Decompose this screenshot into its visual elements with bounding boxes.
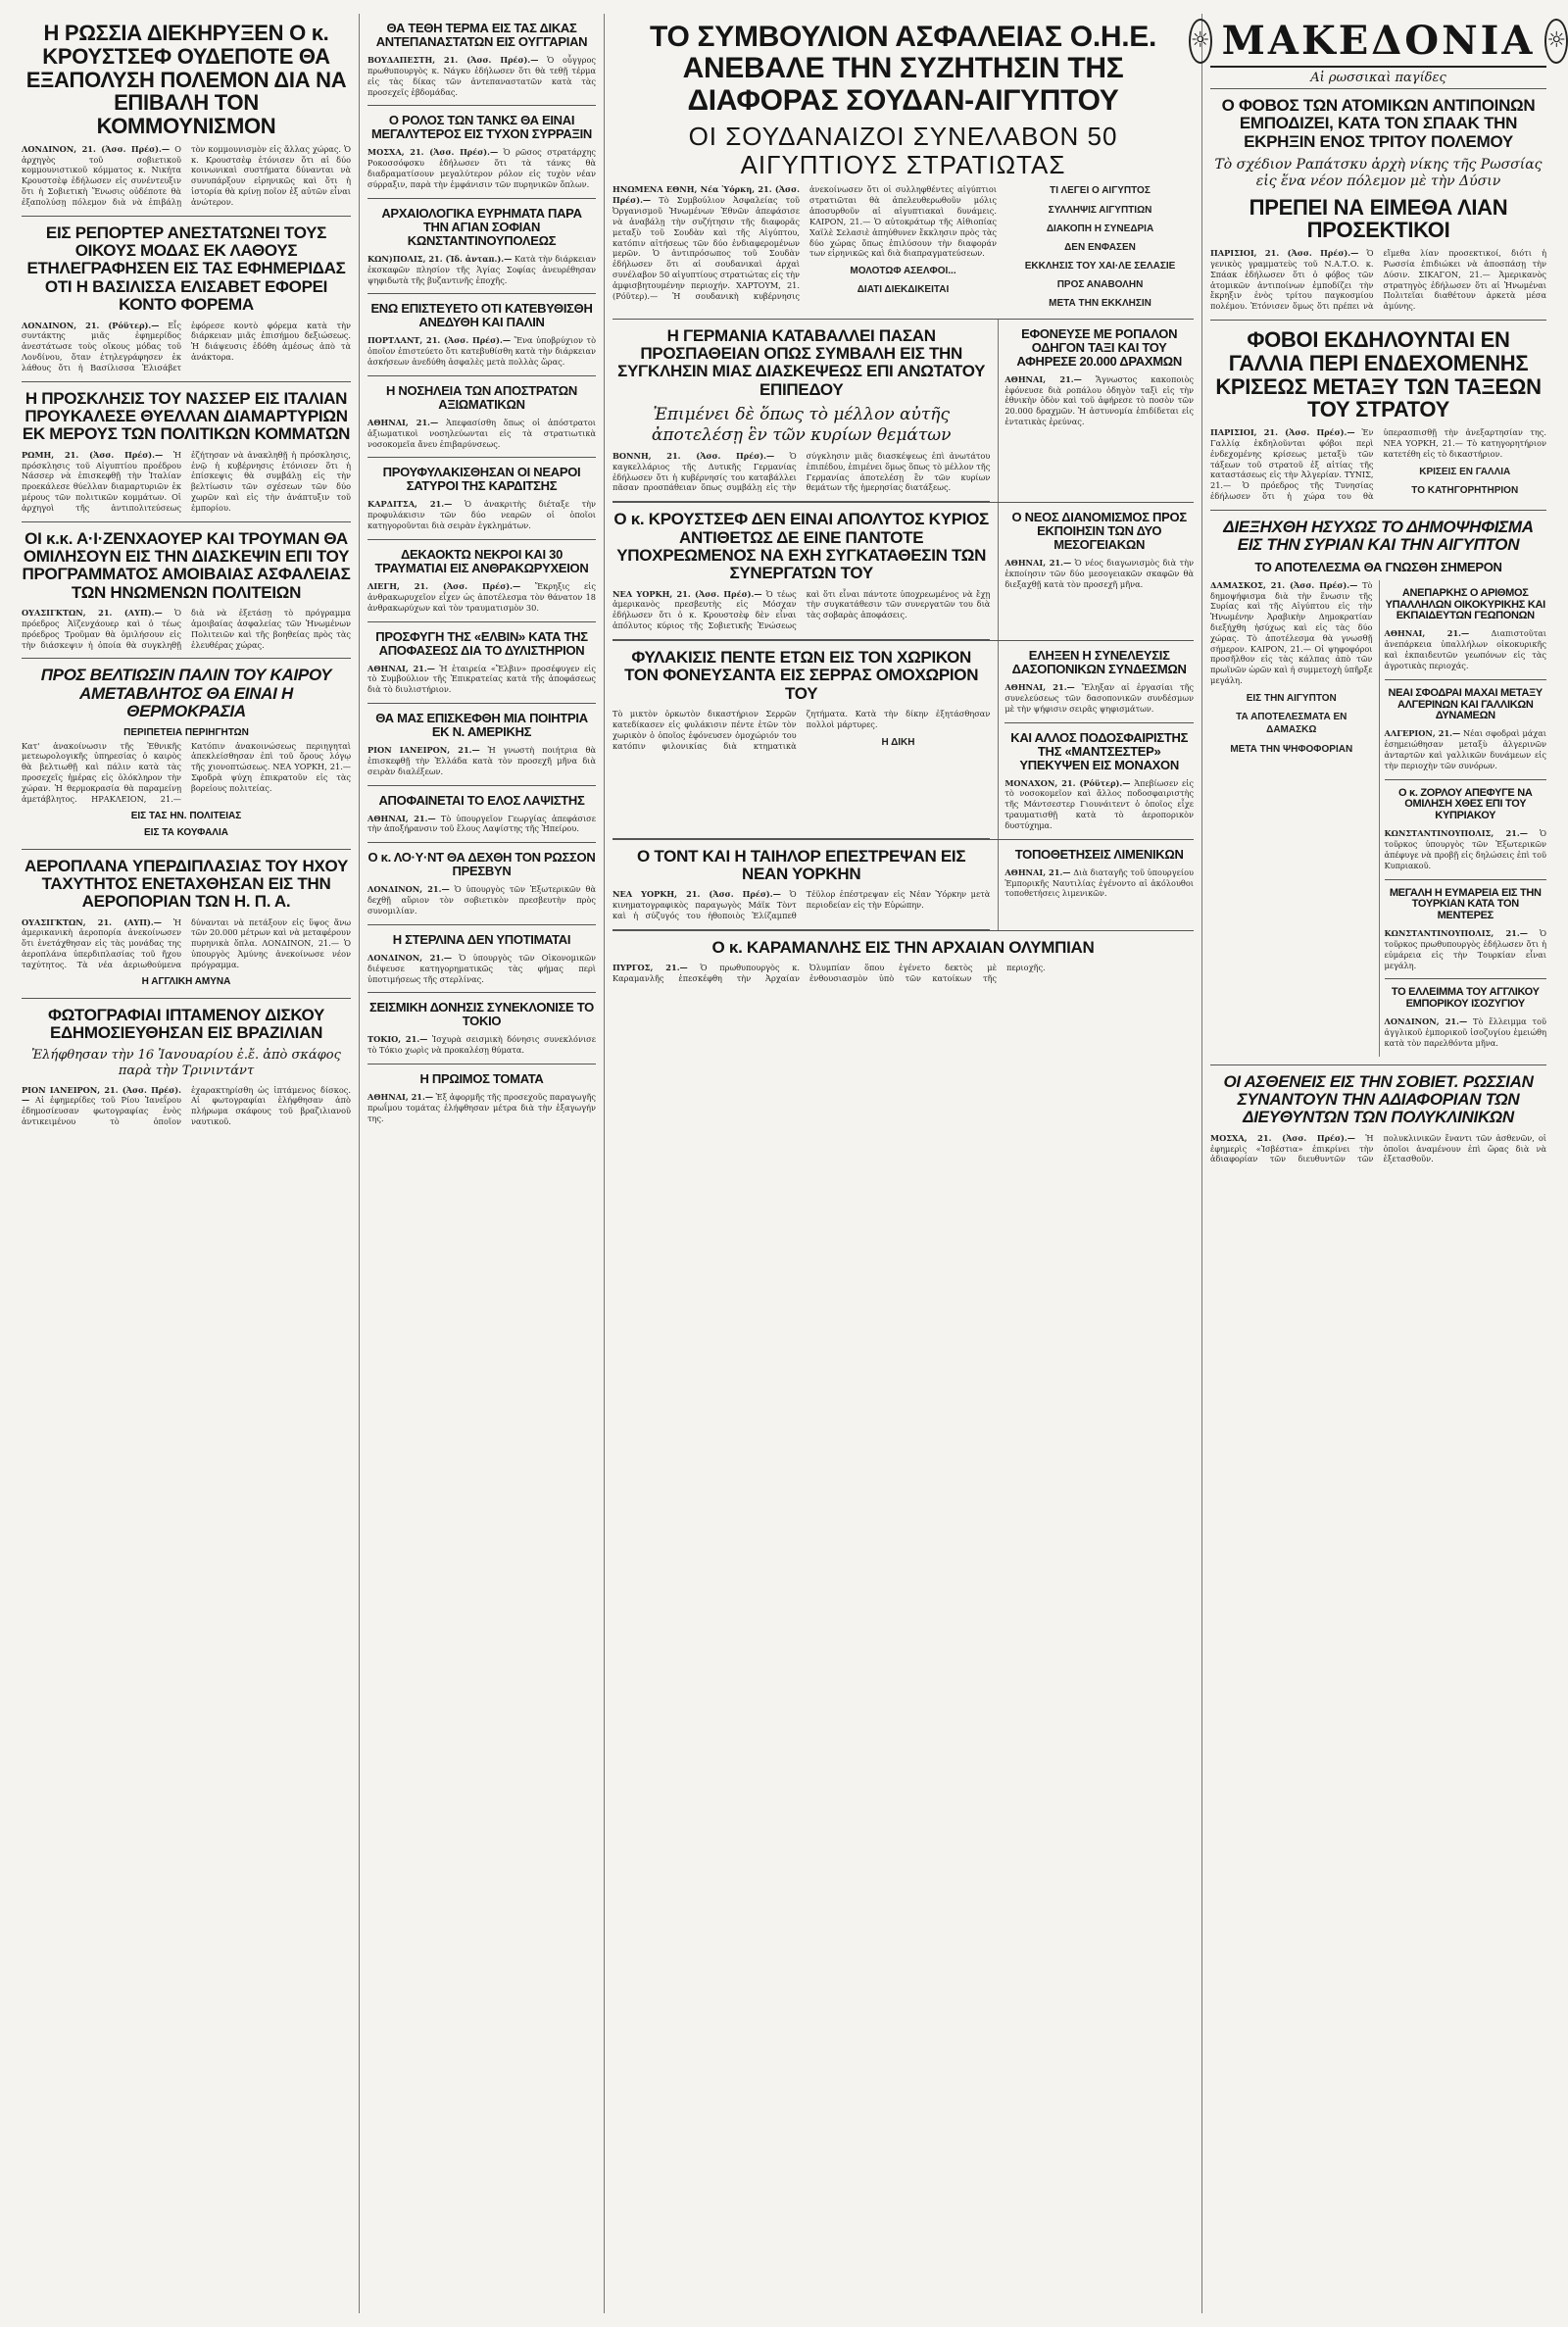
headline: Η ΝΟΣΗΛΕΙΑ ΤΩΝ ΑΠΟΣΤΡΑΤΩΝ ΑΞΙΩΜΑΤΙΚΩΝ xyxy=(386,382,577,412)
article-body: ΑΘΗΝΑΙ, 21.— Τὸ ὑπουργεῖον Γεωργίας ἀπεφάσισε τὴν ἀποξήρανσιν τοῦ ἕλους Λαψίστης τῆς Ἠπείρου. xyxy=(368,813,596,834)
headline: ΜΕΓΑΛΗ Η ΕΥΜΑΡΕΙΑ ΕΙΣ ΤΗΝ ΤΟΥΡΚΙΑΝ ΚΑΤΑ ΤΟΝ ΜΕΝΤΕΡΕΣ xyxy=(1389,886,1542,922)
row-todd xyxy=(612,840,1194,931)
article-body: ΡΙΟΝ ΙΑΝΕΙΡΟΝ, 21. (Ἀσσ. Πρέσ).— Αἱ ἐφημερίδες τοῦ Ρίου Ἰανεΐρου ἐδημοσίευσαν φωτογραφίας ἑνὸς ἀντικειμένου τὸ ὁποῖον ἐχαρακτηρίσθη ὡς ἱπτάμενος δίσκος. Αἱ φωτογραφίαι ἐλήφθησαν ἀπὸ πλήρωμα σκάφους τοῦ βραζιλιανοῦ ναυτικοῦ. xyxy=(22,1084,351,1127)
article-taxi-murder xyxy=(998,320,1194,503)
article-todd-taylor xyxy=(612,840,990,930)
seal-icon: ☼ xyxy=(1544,19,1568,64)
headline: Ο κ. ΖΟΡΛΟΥ ΑΠΕΦΥΓΕ ΝΑ ΟΜΙΛΗΣΗ ΧΘΕΣ ΕΠΙ ΤΟΥ ΚΥΠΡΙΑΚΟΥ xyxy=(1397,786,1533,822)
article-body: ΤΟΚΙΟ, 21.— Ἰσχυρὰ σεισμικὴ δόνησις συνεκλόνισε τὸ Τόκιο χωρὶς νὰ προκαλέσῃ θύματα. xyxy=(368,1034,597,1056)
article-menderes xyxy=(1385,880,1547,980)
subheadline: Ἐπιμένει δὲ ὅπως τὸ μέλλον αὐτῆς ἀποτελέσῃ ἓν τῶν κυρίων θεμάτων xyxy=(651,405,952,445)
section-kicker: ΜΕΤΑ ΤΗΝ ΨΗΦΟΦΟΡΙΑΝ xyxy=(1230,743,1353,755)
row-serres xyxy=(612,641,1194,840)
section-kicker: ΠΡΟΣ ΑΝΑΒΟΛΗΝ xyxy=(1056,279,1144,291)
section-kicker: ΚΡΙΣΕΙΣ ΕΝ ΓΑΛΛΙΑ xyxy=(1419,466,1511,477)
headline-secondary: ΠΡΕΠΕΙ ΝΑ ΕΙΜΕΘΑ ΛΙΑΝ ΠΡΟΣΕΚΤΙΚΟΙ xyxy=(1249,194,1508,243)
article-poet xyxy=(368,704,596,786)
article-soviet-clinics xyxy=(1210,1065,1546,1173)
article-spaak xyxy=(1210,89,1546,321)
row-khrushchev xyxy=(612,503,1194,641)
article-forestry xyxy=(1004,641,1194,723)
headline: ΘΑ ΤΕΘΗ ΤΕΡΜΑ ΕΙΣ ΤΑΣ ΔΙΚΑΣ ΑΝΤΕΠΑΝΑΣΤΑΤΩΝ ΕΙΣ ΟΥΓΓΑΡΙΑΝ xyxy=(375,21,588,50)
article-germany xyxy=(612,320,990,503)
subheadline: ΟΙ ΣΟΥΔΑΝΑΙΖΟΙ ΣΥΝΕΛΑΒΟΝ 50 ΑΙΓΥΠΤΙΟΥΣ ΣΤΡΑΤΙΩΤΑΣ xyxy=(688,122,1118,179)
article-body: ΛΟΝΔΙΝΟΝ, 21.— Τὸ ἔλλειμμα τοῦ ἀγγλικοῦ ἐμπορικοῦ ἰσοζυγίου ἐμειώθη κατὰ τὸν παρελθόντα μῆνα. xyxy=(1384,1016,1546,1048)
headline: ΝΕΑΙ ΣΦΟΔΡΑΙ ΜΑΧΑΙ ΜΕΤΑΞΥ ΑΛΓΕΡΙΝΩΝ ΚΑΙ ΓΑΛΛΙΚΩΝ ΔΥΝΑΜΕΩΝ xyxy=(1388,686,1543,722)
article-france-army xyxy=(1210,321,1546,511)
headline: Η ΠΡΩΙΜΟΣ ΤΟΜΑΤΑ xyxy=(419,1071,544,1087)
article-body: ΝΕΑ ΥΟΡΚΗ, 21. (Ἀσσ. Πρέσ).— Ὁ κινηματογραφικὸς παραγωγὸς Μάϊκ Τὸντ καὶ ἡ σύζυγός του ἠθοποιὸς Ἐλίζαμπεθ Τέϋλορ ἐπέστρεψαν εἰς Νέαν Ὑόρκην μετὰ περιοδείαν εἰς τὴν Εὐρώπην. xyxy=(612,889,991,921)
section-kicker: Η ΔΙΚΗ xyxy=(881,736,915,748)
headline: Ο κ. ΚΑΡΑΜΑΝΛΗΣ ΕΙΣ ΤΗΝ ΑΡΧΑΙΑΝ ΟΛΥΜΠΙΑΝ xyxy=(711,937,1095,957)
headline: ΕΦΟΝΕΥΣΕ ΜΕ ΡΟΠΑΛΟΝ ΟΔΗΓΟΝ ΤΑΞΙ ΚΑΙ ΤΟΥ ΑΦΗΡΕΣΕ 20.000 ΔΡΑΧΜΩΝ xyxy=(1016,325,1182,369)
headline: ΑΡΧΑΙΟΛΟΓΙΚΑ ΕΥΡΗΜΑΤΑ ΠΑΡΑ ΤΗΝ ΑΓΙΑΝ ΣΟΦΙΑΝ ΚΩΝΣΤΑΝΤΙΝΟΥΠΟΛΕΩΣ xyxy=(381,205,582,248)
article-referendum xyxy=(1210,511,1546,1065)
article-body: ΒΟΝΝΗ, 21. (Ἀσσ. Πρέσ).— Ὁ καγκελλάριος τῆς Δυτικῆς Γερμανίας ἐδήλωσεν ὅτι ἡ κυβέρνησίς του καταβάλλει πᾶσαν προσπάθειαν ὅπως συμβάλῃ εἰς τὴν σύγκλησιν μιᾶς διασκέψεως ἐπὶ ἀνωτάτου ἐπιπέδου, ἐπιμένει ὅμως ὅπως τὸ μέλλον τῆς Γερμανίας ἀποτελέσῃ ἓν τῶν κυρίων θεμάτων τῆς ἡμερησίας διατάξεως. xyxy=(612,450,991,493)
column-2 xyxy=(359,14,604,2313)
section-kicker: ΜΟΛΟΤΩΦ ΑΣΕΛΦΟΙ... xyxy=(850,266,956,277)
section-kicker: ΔΙΑΚΟΠΗ Η ΣΥΝΕΔΡΙΑ xyxy=(1046,223,1154,234)
headline: ΑΠΟΦΑΙΝΕΤΑΙ ΤΟ ΕΛΟΣ ΛΑΨΙΣΤΗΣ xyxy=(378,792,585,808)
article-serres xyxy=(612,641,990,839)
headline: ΤΟ ΣΥΜΒΟΥΛΙΟΝ ΑΣΦΑΛΕΙΑΣ Ο.Η.Ε. ΑΝΕΒΑΛΕ ΤΗΝ ΣΥΖΗΤΗΣΙΝ ΤΗΣ ΔΙΑΦΟΡΑΣ ΣΟΥΔΑΝ-ΑΙΓΥΠΤΟΥ xyxy=(650,21,1156,117)
headline: ΣΕΙΣΜΙΚΗ ΔΟΝΗΣΙΣ ΣΥΝΕΚΛΟΝΙΣΕ ΤΟ ΤΟΚΙΟ xyxy=(369,1000,594,1029)
article-elvin xyxy=(368,622,596,705)
section-kicker: ΤΑ ΑΠΟΤΕΛΕΣΜΑΤΑ ΕΝ ΔΑΜΑΣΚΩ xyxy=(1236,712,1348,736)
article-body: ΛΟΝΔΙΝΟΝ, 21.— Ὁ ὑπουργὸς τῶν Ἐξωτερικῶν θὰ δεχθῇ αὔριον τὸν σοβιετικὸν πρεσβευτὴν πρὸς συνομιλίαν. xyxy=(368,884,596,916)
article-zorlu xyxy=(1385,780,1547,880)
article-tokyo-quake xyxy=(368,993,596,1064)
article-body: ΠΥΡΓΟΣ, 21.— Ὁ πρωθυπουργὸς κ. Καραμανλῆς ἐπεσκέφθη τὴν Ἀρχαίαν Ὀλυμπίαν ὅπου ἐγένετο δεκτὸς μὲ ἐνθουσιασμὸν ὑπὸ τῶν κατοίκων τῆς περιοχῆς. xyxy=(612,963,1046,984)
seal-icon: ☼ xyxy=(1189,19,1212,64)
section-kicker: ΤΟ ΚΑΤΗΓΟΡΗΤΗΡΙΟΝ xyxy=(1411,484,1519,496)
article-mine-explosion xyxy=(368,540,596,622)
column-1 xyxy=(14,14,359,2313)
headline: ΕΝΩ ΕΠΙΣΤΕΥΕΤΟ ΟΤΙ ΚΑΤΕΒΥΘΙΣΘΗ ΑΝΕΔΥΘΗ ΚΑΙ ΠΑΛΙΝ xyxy=(370,301,593,330)
article-body: ΝΕΑ ΥΟΡΚΗ, 21. (Ἀσσ. Πρέσ).— Ὁ τέως ἀμερικανὸς πρεσβευτὴς εἰς Μόσχαν ἐδήλωσεν ὅτι ὁ κ. Κρουστσὲφ δὲν εἶναι ἀπόλυτος κύριος τῆς Σοβιετικῆς Ἑνώσεως καὶ ὅτι εἶναι πάντοτε ὑποχρεωμένος νὰ ἔχῃ τὴν συγκατάθεσιν τῶν συνεργατῶν του διὰ τὰς σοβαρὰς ἀποφάσεις. xyxy=(612,588,991,631)
headline: ΑΝΕΠΑΡΚΗΣ Ο ΑΡΙΘΜΟΣ ΥΠΑΛΛΗΛΩΝ ΟΙΚΟΚΥΡΙΚΗΣ ΚΑΙ ΕΚΠΑΙΔΕΥΤΩΝ ΓΕΩΠΟΝΩΝ xyxy=(1385,586,1545,622)
article-body: ΟΥΑΣΙΓΚΤΩΝ, 21. (ΑΥΠ).— Ὁ πρόεδρος Ἀϊζενχάουερ καὶ ὁ τέως πρόεδρος Τροῦμαν θὰ ὁμιλήσουν εἰς τὴν διάσκεψιν ἡ ὁποία θὰ συγκληθῇ διὰ νὰ ἐξετάσῃ τὸ πρόγραμμα ἀμοιβαίας ἀσφαλείας τῶν Ἡνωμένων Πολιτειῶν καὶ τῆς βοηθείας πρὸς τὰς ἐλευθέρας χώρας. xyxy=(22,608,351,650)
article-body: ΠΑΡΙΣΙΟΙ, 21. (Ἀσσ. Πρέσ).— Ἐν Γαλλίᾳ ἐκδηλοῦνται φόβοι περὶ ἐνδεχομένης κρίσεως μεταξὺ τῶν τάξεων τοῦ στρατοῦ ἐξ αἰτίας τῆς καταστάσεως εἰς τὴν Ἀλγερίαν. ΤΥΝΙΣ, 21.— Ὁ πρόεδρος τῆς Τυνησίας ἐδήλωσεν ὅτι ἡ χώρα του θὰ ὑπερασπισθῇ τὴν ἀνεξαρτησίαν της. ΝΕΑ ΥΟΡΚΗ, 21.— Τὸ κατηγορητήριον κατετέθη εἰς τὸ δικαστήριον. ΚΡΙΣΕΙΣ ΕΝ ΓΑΛΛΙΑ ΤΟ ΚΑΤΗΓΟΡΗΤΗΡΙΟΝ xyxy=(1210,427,1546,502)
article-karamanlis xyxy=(612,931,1194,992)
article-eisenhower-truman xyxy=(22,522,351,660)
article-reporter-fashion xyxy=(22,217,351,382)
article-supersonic-planes xyxy=(22,850,351,999)
headline: ΠΡΟΣ ΒΕΛΤΙΩΣΙΝ ΠΑΛΙΝ ΤΟΥ ΚΑΙΡΟΥ ΑΜΕΤΑΒΛΗΤΟΣ ΘΑ ΕΙΝΑΙ Η ΘΕΡΜΟΚΡΑΣΙΑ xyxy=(40,666,332,721)
headline: Ο ΝΕΟΣ ΔΙΑΝΟΜΙΣΜΟΣ ΠΡΟΣ ΕΚΠΟΙΗΣΙΝ ΤΩΝ ΔΥΟ ΜΕΣΟΓΕΙΑΚΩΝ xyxy=(1011,510,1187,553)
article-tender xyxy=(998,503,1194,640)
article-body: Τὸ μικτὸν ὁρκωτὸν δικαστήριον Σερρῶν κατεδίκασεν εἰς φυλάκισιν πέντε ἐτῶν τὸν χωρικὸν ὁ ὁποῖος ἐφόνευσεν ὁμοχώριόν του κατόπιν φιλονικίας διὰ κτηματικὰ ζητήματα. Κατὰ τὴν δίκην ἐξητάσθησαν πολλοὶ μάρτυρες. Η ΔΙΚΗ xyxy=(612,709,991,751)
article-body: ΡΩΜΗ, 21. (Ἀσσ. Πρέσ).— Ἡ πρόσκλησις τοῦ Αἰγυπτίου προέδρου Νάσσερ νὰ ἐπισκεφθῇ τὴν Ἰταλίαν προεκάλεσε θύελλαν διαμαρτυριῶν ἐκ μέρους τῶν πολιτικῶν κομμάτων. Οἱ ἀρχηγοὶ τῆς ἀντιπολιτεύσεως ἐζήτησαν νὰ ἀνακληθῇ ἡ πρόσκλησις, ἐνῷ ἡ κυβέρνησις ἐτόνισεν ὅτι ἡ ἐπίσκεψις θὰ συμβάλῃ εἰς τὴν βελτίωσιν τῶν σχέσεων τῶν δύο χωρῶν καὶ εἰς τὴν ἀνάπτυξιν τοῦ ἐμπορίου. xyxy=(22,449,351,513)
article-body: ΡΙΟΝ ΙΑΝΕΙΡΟΝ, 21.— Ἡ γνωστὴ ποιήτρια θὰ ἐπισκεφθῇ τὴν Ἑλλάδα κατὰ τὸν προσεχῆ μῆνα διὰ σειρὰν διαλέξεων. xyxy=(368,745,596,776)
article-body: ΚΩΝΣΤΑΝΤΙΝΟΥΠΟΛΙΣ, 21.— Ὁ τοῦρκος ὑπουργὸς τῶν Ἐξωτερικῶν ἀπέφυγε νὰ προβῇ εἰς δηλώσεις ἐπὶ τοῦ Κυπριακοῦ. xyxy=(1384,828,1546,870)
article-body: ΑΛΓΕΡΙΟΝ, 21.— Νέαι σφοδραὶ μάχαι ἐσημειώθησαν μεταξὺ ἀλγερινῶν ἀνταρτῶν καὶ γαλλικῶν δυνάμεων εἰς τὴν περιοχὴν τῶν συνόρων. xyxy=(1384,728,1546,770)
row-germany xyxy=(612,320,1194,504)
article-body: ΑΘΗΝΑΙ, 21.— Ὁ νέος διαγωνισμὸς διὰ τὴν ἐκποίησιν τῶν δύο μεσογειακῶν σκαφῶν θὰ διεξαχθῇ κατὰ τὸν προσεχῆ μῆνα. xyxy=(1004,558,1194,589)
article-algeria xyxy=(1385,680,1547,780)
article-body: ΑΘΗΝΑΙ, 21.— Διὰ διαταγῆς τοῦ ὑπουργείου Ἐμπορικῆς Ναυτιλίας ἐγένοντο αἱ ἀκόλουθοι τοποθετήσεις λιμενικῶν. xyxy=(1004,866,1194,899)
article-body: ΠΟΡΤΛΑΝΤ, 21. (Ἀσσ. Πρέσ).— Ἕνα ὑποβρύχιον τὸ ὁποῖον ἐπιστεύετο ὅτι κατεβυθίσθη κατὰ τὴν διάρκειαν ἀσκήσεων ἀνεδύθη ἀσφαλὲς μετὰ πολλὰς ὥρας. xyxy=(368,335,596,368)
article-tomato xyxy=(368,1064,596,1132)
column-4 xyxy=(1190,14,1567,2313)
section-kicker: ΔΕΝ ΕΝΦΑΣΕΝ xyxy=(1064,241,1136,253)
article-hungary-trials xyxy=(368,14,596,106)
headline: Ο ΦΟΒΟΣ ΤΩΝ ΑΤΟΜΙΚΩΝ ΑΝΤΙΠΟΙΝΩΝ ΕΜΠΟΔΙΖΕΙ, ΚΑΤΑ ΤΟΝ ΣΠΑΑΚ ΤΗΝ ΕΚΡΗΞΙΝ ΕΝΟΣ ΤΡΙΤΟΥ ΠΟΛΕΜΟΥ xyxy=(1221,96,1536,151)
article-body: ΑΘΗΝΑΙ, 21.— Διαπιστοῦται ἀνεπάρκεια ὑπαλλήλων οἰκοκυρικῆς καὶ ἐκπαιδευτῶν γεωπόνων εἰς τὰς ἀγροτικὰς περιοχάς. xyxy=(1384,628,1546,670)
article-body: ΚΩΝΣΤΑΝΤΙΝΟΥΠΟΛΙΣ, 21.— Ὁ τοῦρκος πρωθυπουργὸς ἐδήλωσεν ὅτι ἡ εὐμάρεια εἰς τὴν Τουρκίαν εἶναι μεγάλη. xyxy=(1384,928,1546,970)
headline: Ο ΤΟΝΤ ΚΑΙ Η ΤΑΙΗΛΟΡ ΕΠΕΣΤΡΕΨΑΝ ΕΙΣ ΝΕΑΝ ΥΟΡΚΗΝ xyxy=(637,846,966,884)
article-khrushchev-not-master xyxy=(612,503,990,640)
article-body: ΑΘΗΝΑΙ, 21.— Ἀπεφασίσθη ὅπως οἱ ἀπόστρατοι ἀξιωματικοὶ νοσηλεύωνται εἰς τὰ στρατιωτικὰ νοσοκομεῖα ἄνευ ἐπιβαρύνσεως. xyxy=(368,417,596,449)
article-body: ΛΙΕΓΗ, 21. (Ἀσσ. Πρέσ).— Ἔκρηξις εἰς ἀνθρακωρυχεῖον εἶχεν ὡς ἀποτέλεσμα τὸν θάνατον 18 ἀνθρακωρύχων καὶ τὸν τραυματισμὸν 30. xyxy=(368,581,596,613)
article-flying-saucer xyxy=(22,999,351,1135)
masthead-title: ΜΑΚΕΔΟΝΙΑ xyxy=(1221,18,1536,64)
article-body: ΛΟΝΔΙΝΟΝ, 21. (Ρόϋτερ).— Εἷς συντάκτης μιᾶς ἐφημερίδος ἀνεστάτωσε τοὺς οἴκους μόδας τοῦ Λονδίνου, ὅταν ἐτηλεγράφησεν ἐκ λάθους ὅτι ἡ Βασίλισσα Ἐλισάβετ ἐφόρεσε κοντὸ φόρεμα κατὰ τὴν διάρκειαν μιᾶς ἐπισήμου δεξιώσεως. Ἡ διάψευσις ἐδόθη ἀμέσως ἀπὸ τὰ ἀνάκτορα. xyxy=(22,320,351,372)
article-body: ΟΥΑΣΙΓΚΤΩΝ, 21. (ΑΥΠ).— Ἡ ἀμερικανικὴ ἀεροπορία ἀνεκοίνωσεν ὅτι ἐνετάχθησαν εἰς τὰς μονάδας της ἀεροπλάνα ὑπερδιπλασίας τοῦ ἤχου ταχύτητος. Τὰ νέα ἀεριωθούμενα δύνανται νὰ πετάξουν εἰς ὕψος ἄνω τῶν 20.000 μέτρων καὶ νὰ μεταφέρουν πυρηνικὰ ὅπλα. ΛΟΝΔΙΝΟΝ, 21.— Ὁ ὑπουργὸς Ἀμύνης ἀνεκοίνωσε νέον πρόγραμμα. xyxy=(22,916,351,969)
section-kicker: ΕΚΚΛΗΣΙΣ ΤΟΥ ΧΑΙ·ΛΕ ΣΕΛΑΣΙΕ xyxy=(1024,261,1176,272)
headline: ΕΛΗΞΕΝ Η ΣΥΝΕΛΕΥΣΙΣ ΔΑΣΟΠΟΝΙΚΩΝ ΣΥΝΔΕΣΜΩΝ xyxy=(1011,647,1187,676)
headline: ΚΑΙ ΑΛΛΟΣ ΠΟΔΟΣΦΑΙΡΙΣΤΗΣ ΤΗΣ «ΜΑΝΤΣΕΣΤΕΡ» ΥΠΕΚΥΨΕΝ ΕΙΣ ΜΟΝΑΧΟΝ xyxy=(1010,729,1189,772)
section-kicker: ΕΙΣ ΤΑ ΚΟΥΦΑΛΙΑ xyxy=(144,826,228,838)
headline: ΔΕΚΑΟΚΤΩ ΝΕΚΡΟΙ ΚΑΙ 30 ΤΡΑΥΜΑΤΙΑΙ ΕΙΣ ΑΝΘΡΑΚΩΡΥΧΕΙΟΝ xyxy=(374,546,589,575)
article-karditsa xyxy=(368,458,596,540)
column-3 xyxy=(604,14,1201,2313)
side-stack xyxy=(1379,580,1547,1057)
section-kicker: ΣΥΛΛΗΨΙΣ ΑΙΓΥΠΤΙΩΝ xyxy=(1048,204,1152,216)
headline: Ο κ. ΚΡΟΥΣΤΣΕΦ ΔΕΝ ΕΙΝΑΙ ΑΠΟΛΥΤΟΣ ΚΥΡΙΟΣ ΑΝΤΙΘΕΤΩΣ ΔΕ ΕΙΝΕ ΠΑΝΤΟΤΕ ΥΠΟΧΡΕΩΜΕΝΟΣ ΝΑ ΕΧΗ ΣΥΓΚΑΤΑΘΕΣΙΝ ΤΩΝ ΣΥΝΕΡΓΑΤΩΝ ΤΟΥ xyxy=(613,510,989,583)
article-body: ΜΟΣΧΑ, 21. (Ἀσσ. Πρέσ).— Ἡ ἐφημερὶς «Ἰσβέστια» ἐπικρίνει τὴν ἀδιαφορίαν τῶν διευθυντῶν τῶν πολυκλινικῶν ἔναντι τῶν ἀσθενῶν, οἱ ὁποῖοι ἀναμένουν ἐπὶ ὥρας διὰ νὰ ἐξετασθοῦν. xyxy=(1210,1132,1546,1164)
subheadline: Τὸ σχέδιον Ραπάτσκυ ἀρχὴ νίκης τῆς Ρωσσίας εἰς ἕνα νέον πόλεμον μὲ τὴν Δύσιν xyxy=(1214,157,1543,189)
article-weather xyxy=(22,659,351,849)
headline: ΘΑ ΜΑΣ ΕΠΙΣΚΕΦΘΗ ΜΙΑ ΠΟΙΗΤΡΙΑ ΕΚ Ν. ΑΜΕΡΙΚΗΣ xyxy=(375,711,588,740)
article-nasser-italy xyxy=(22,382,351,522)
article-manchester xyxy=(1004,723,1194,839)
subheadline: Ἐλήφθησαν τὴν 16 Ἰανουαρίου ἐ.ἔ. ἀπὸ σκάφος παρὰ τὴν Τρινιντάντ xyxy=(31,1048,341,1079)
article-lloyd xyxy=(368,843,596,925)
headline: Ο ΡΟΛΟΣ ΤΩΝ ΤΑΝΚΣ ΘΑ ΕΙΝΑΙ ΜΕΓΑΛΥΤΕΡΟΣ ΕΙΣ ΤΥΧΟΝ ΣΥΡΡΑΞΙΝ xyxy=(371,113,592,142)
masthead xyxy=(1190,14,1567,68)
headline: ΔΙΕΞΗΧΘΗ ΗΣΥΧΩΣ ΤΟ ΔΗΜΟΨΗΦΙΣΜΑ ΕΙΣ ΤΗΝ ΣΥΡΙΑΝ ΚΑΙ ΤΗΝ ΑΙΓΥΠΤΟΝ xyxy=(1223,517,1534,555)
article-body: ΚΩΝ)ΠΟΛΙΣ, 21. (Ἰδ. ἀνταπ.).— Κατὰ τὴν διάρκειαν ἐκσκαφῶν πλησίον τῆς Ἁγίας Σοφίας ἀνευρέθησαν ψηφιδωτὰ τῆς βυζαντινῆς ἐποχῆς. xyxy=(368,253,596,285)
article-body: ΜΟΣΧΑ, 21. (Ἀσσ. Πρέσ).— Ὁ ρῶσος στρατάρχης Ροκοσσόφσκυ ἐδήλωσεν ὅτι τὰ τάνκς θὰ διαδραματίσουν μεγαλύτερον ρόλον εἰς τυχὸν νέαν σύρραξιν, παρὰ τὴν ἐμφάνισιν τῶν πυρηνικῶν ὅπλων. xyxy=(368,147,596,189)
article-body: ΜΟΝΑΧΟΝ, 21. (Ρόϋτερ).— Ἀπεβίωσεν εἰς τὸ νοσοκομεῖον καὶ ἄλλος ποδοσφαιριστὴς τῆς Μάντσεστερ Γιουνάιτεντ ὁ ὁποῖος εἶχε τραυματισθῇ κατὰ τὸ ἀεροπορικὸν δυστύχημα. xyxy=(1004,777,1194,830)
headline: ΦΥΛΑΚΙΣΙΣ ΠΕΝΤΕ ΕΤΩΝ ΕΙΣ ΤΟΝ ΧΩΡΙΚΟΝ ΤΟΝ ΦΟΝΕΥΣΑΝΤΑ ΕΙΣ ΣΕΡΡΑΣ ΟΜΟΧΩΡΙΟΝ ΤΟΥ xyxy=(624,647,979,703)
headline: ΟΙ ΑΣΘΕΝΕΙΣ ΕΙΣ ΤΗΝ ΣΟΒΙΕΤ. ΡΩΣΣΙΑΝ ΣΥΝΑΝΤΟΥΝ ΤΗΝ ΑΔΙΑΦΟΡΙΑΝ ΤΩΝ ΔΙΕΥΘΥΝΤΩΝ ΤΩΝ ΠΟΛΥΚΛΙΝΙΚΩΝ xyxy=(1223,1071,1534,1127)
article-body: ΒΟΥΔΑΠΕΣΤΗ, 21. (Ἀσσ. Πρέσ).— Ὁ οὗγγρος πρωθυπουργὸς κ. Νάγκυ ἐδήλωσεν ὅτι θὰ τεθῇ τέρμα εἰς τὰς δίκας τῶν ἀντεπαναστατῶν κατὰ τὰς προσεχεῖς ἑβδομάδας. xyxy=(368,55,596,97)
article-body: ΛΟΝΔΙΝΟΝ, 21. (Άσσ. Πρέσ).— Ο ἀρχηγὸς τοῦ σοβιετικοῦ κομμουνιστικοῦ κόμματος κ. Νικήτα Κρουστσὲφ ἐδήλωσεν εἰς συνέντευξιν ὅτι ἡ Σοβιετικὴ Ἕνωσις οὐδέποτε θὰ ἐξαπολύσῃ πόλεμον διὰ νὰ ἐπιβάλῃ τὸν κομμουνισμὸν εἰς ἄλλας χώρας. Ὁ κ. Κρουστσὲφ ἐτόνισεν ὅτι αἱ δύο κοινωνικαὶ συστήματα δύνανται νὰ συνυπάρξουν εἰρηνικῶς καὶ ὅτι ἡ ἱστορία θὰ κρίνῃ ποῖον ἐξ αὐτῶν εἶναι ἀνώτερον. xyxy=(22,143,351,207)
article-archaeology xyxy=(368,199,596,295)
headline: Η ΣΤΕΡΛΙΝΑ ΔΕΝ ΥΠΟΤΙΜΑΤΑΙ xyxy=(392,931,571,947)
headline: Ο κ. ΛΟ·Υ·ΝΤ ΘΑ ΔΕΧΘΗ ΤΟΝ ΡΩΣΣΟΝ ΠΡΕΣΒΥΝ xyxy=(368,850,596,879)
headline: ΠΡΟΣΦΥΓΗ ΤΗΣ «ΕΛΒΙΝ» ΚΑΤΑ ΤΗΣ ΑΠΟΦΑΣΕΩΣ ΔΙΑ ΤΟ ΔΥΛΙΣΤΗΡΙΟΝ xyxy=(375,628,588,658)
article-tanks xyxy=(368,106,596,198)
referendum-row xyxy=(1210,580,1546,1057)
headline: ΕΙΣ ΡΕΠΟΡΤΕΡ ΑΝΕΣΤΑΤΩΝΕΙ ΤΟΥΣ ΟΙΚΟΥΣ ΜΟΔΑΣ ΕΚ ΛΑΘΟΥΣ ΕΤΗΛΕΓΡΑΦΗΣΕΝ ΕΙΣ ΤΑΣ ΕΦΗΜΕΡΙΔΑΣ ΟΤΙ Η ΒΑΣΙΛΙΣΣΑ ΕΛΙΣΑΒΕΤ ΕΦΟΡΕΙ ΚΟΝΤΟ ΦΟΡΕΜΑ xyxy=(26,223,346,315)
article-security-council xyxy=(612,14,1194,320)
headline: Η ΡΩΣΣΙΑ ΔΙΕΚΗΡΥΞΕΝ Ο κ. ΚΡΟΥΣΤΣΕΦ ΟΥΔΕΠΟΤΕ ΘΑ ΕΞΑΠΟΛΥΣΗ ΠΟΛΕΜΟΝ ΔΙΑ ΝΑ ΕΠΙΒΑΛΗ ΤΟΝ ΚΟΜΜΟΥΝΙΣΜΟΝ xyxy=(25,21,347,138)
headline: ΤΟΠΟΘΕΤΗΣΕΙΣ ΛΙΜΕΝΙΚΩΝ xyxy=(1014,846,1184,862)
article-submarine xyxy=(368,294,596,376)
article-body: ΑΘΗΝΑΙ, 21.— Ἡ ἑταιρεία «Ἔλβιν» προσέφυγεν εἰς τὸ Συμβούλιον τῆς Ἐπικρατείας κατὰ τῆς ἀποφάσεως διὰ τὸ διυλιστήριον. xyxy=(368,663,596,695)
article-body: ΑΘΗΝΑΙ, 21.— Ἔληξαν αἱ ἐργασίαι τῆς συνελεύσεως τῶν δασοπονικῶν συνδέσμων μὲ τὴν ψήφισιν σειρᾶς ψηφισμάτων. xyxy=(1004,682,1194,714)
headline: Η ΠΡΟΣΚΛΗΣΙΣ ΤΟΥ ΝΑΣΣΕΡ ΕΙΣ ΙΤΑΛΙΑΝ ΠΡΟΥΚΑΛΕΣΕ ΘΥΕΛΛΑΝ ΔΙΑΜΑΡΤΥΡΙΩΝ ΕΚ ΜΕΡΟΥΣ ΤΩΝ ΠΟΛΙΤΙΚΩΝ ΚΟΜΜΑΤΩΝ xyxy=(22,388,351,444)
section-kicker: ΔΙΑΤΙ ΔΙΕΚΔΙΚΕΙΤΑΙ xyxy=(857,284,950,296)
article-sterling xyxy=(368,925,596,994)
article-retired-officers xyxy=(368,376,596,459)
headline-secondary: ΤΟ ΑΠΟΤΕΛΕΣΜΑ ΘΑ ΓΝΩΣΘΗ ΣΗΜΕΡΟΝ xyxy=(1254,559,1502,574)
section-kicker: ΕΙΣ ΤΗΝ ΑΙΓΥΠΤΟΝ xyxy=(1246,692,1337,704)
section-kicker: ΜΕΤΑ ΤΗΝ ΕΚΚΛΗΣΙΝ xyxy=(1049,298,1152,310)
headline: ΑΕΡΟΠΛΑΝΑ ΥΠΕΡΔΙΠΛΑΣΙΑΣ ΤΟΥ ΗΧΟΥ ΤΑΧΥΤΗΤΟΣ ΕΝΕΤΑΧΘΗΣΑΝ ΕΙΣ ΤΗΝ ΑΕΡΟΠΟΡΙΑΝ ΤΩΝ Η. Π. Α. xyxy=(24,856,349,912)
article-lapsisti xyxy=(368,786,596,844)
article-body: Κατ' ἀνακοίνωσιν τῆς Ἐθνικῆς μετεωρολογικῆς ὑπηρεσίας ὁ καιρὸς θὰ βελτιωθῇ καὶ πάλιν κατὰ τὰς προσεχεῖς ἡμέρας εἰς ὁλόκληρον τὴν χώραν. Ἡ θερμοκρασία θὰ παραμείνῃ ἀμετάβλητος. ΗΡΑΚΛΕΙΟΝ, 21.— Κατόπιν ἀνακοινώσεως περιηγηταὶ ἀπεκλείσθησαν ἐπὶ τοῦ ὄρους λόγῳ τῆς χιονοπτώσεως. ΝΕΑ ΥΟΡΚΗ, 21.— Σφοδρὰ ψύχη ἐπικρατοῦν εἰς τὰς βορείους πολιτείας. xyxy=(22,740,351,804)
article-body: ΑΘΗΝΑΙ, 21.— Ἐξ ἀφορμῆς τῆς προσεχοῦς παραγωγῆς πρωΐμου τομάτας ἐλήφθησαν μέτρα διὰ τὴν ἐξαγωγήν της. xyxy=(368,1092,596,1123)
article-trade-deficit xyxy=(1385,979,1547,1056)
article-agronomists xyxy=(1385,580,1547,680)
article-khrushchev-russia xyxy=(22,14,351,217)
article-harbour xyxy=(998,840,1194,930)
section-kicker: Η ΑΓΓΛΙΚΗ ΑΜΥΝΑ xyxy=(141,975,231,987)
headline: ΠΡΟΥΦΥΛΑΚΙΣΘΗΣΑΝ ΟΙ ΝΕΑΡΟΙ ΣΑΤΥΡΟΙ ΤΗΣ ΚΑΡΔΙΤΣΗΣ xyxy=(382,465,581,494)
side-stack xyxy=(998,641,1194,839)
section-kicker: ΕΙΣ ΤΑΣ ΗΝ. ΠΟΛΙΤΕΙΑΣ xyxy=(130,810,242,821)
section-kicker: ΠΕΡΙΠΕΤΕΙΑ ΠΕΡΙΗΓΗΤΩΝ xyxy=(123,726,249,738)
article-body: ΑΘΗΝΑΙ, 21.— Ἄγνωστος κακοποιὸς ἐφόνευσε διὰ ροπάλου ὁδηγὸν ταξὶ εἰς τὴν ἐθνικὴν ὁδὸν καὶ τοῦ ἀφήρεσε τὸ ποσὸν τῶν 20.000 δραχμῶν. Ἡ ἀστυνομία ἐπιδίδεται εἰς ἐντατικὰς ἐρεύνας. xyxy=(1004,373,1194,427)
article-body: ΠΑΡΙΣΙΟΙ, 21. (Ἀσσ. Πρέσ).— Ὁ γενικὸς γραμματεὺς τοῦ Ν.Α.Τ.Ο. κ. Σπάακ ἐδήλωσεν ὅτι ὁ φόβος τῶν ἀτομικῶν ἀντιποίνων ἐμποδίζει τὴν ἔκρηξιν ἑνὸς τρίτου παγκοσμίου πολέμου. Ἐτόνισεν ὅμως ὅτι πρέπει νὰ εἴμεθα λίαν προσεκτικοί, διότι ἡ Ρωσσία ἐπιδιώκει νὰ ἀποσπάσῃ τὴν Δύσιν. ΣΙΚΑΓΟΝ, 21.— Ἀμερικανὸς στρατηγὸς ἐδήλωσεν ὅτι αἱ Ἡνωμέναι Πολιτεῖαι διαθέτουν ἀρκετὰ μέσα ἀμύνης. xyxy=(1210,248,1546,312)
headline: ΦΩΤΟΓΡΑΦΙΑΙ ΙΠΤΑΜΕΝΟΥ ΔΙΣΚΟΥ ΕΔΗΜΟΣΙΕΥΘΗΣΑΝ ΕΙΣ ΒΡΑΖΙΛΙΑΝ xyxy=(47,1005,325,1043)
headline: Η ΓΕΡΜΑΝΙΑ ΚΑΤΑΒΑΛΛΕΙ ΠΑΣΑΝ ΠΡΟΣΠΑΘΕΙΑΝ ΟΠΩΣ ΣΥΜΒΑΛΗ ΕΙΣ ΤΗΝ ΣΥΓΚΛΗΣΙΝ ΜΙΑΣ ΔΙΑΣΚΕΨΕΩΣ ΕΠΙ ΑΝΩΤΑΤΟΥ ΕΠΙΠΕΔΟΥ xyxy=(617,325,986,399)
article-body: ΔΑΜΑΣΚΟΣ, 21. (Ἀσσ. Πρέσ).— Τὸ δημοψήφισμα διὰ τὴν ἕνωσιν τῆς Συρίας καὶ τῆς Αἰγύπτου εἰς τὴν Ἡνωμένην Ἀραβικὴν Δημοκρατίαν διεξήχθη ἡσύχως καὶ εἰς τὰς δύο χώρας. Τὸ ἀποτέλεσμα θὰ γνωσθῇ σήμερον. ΚΑΙΡΟΝ, 21.— Οἱ ψηφοφόροι προσῆλθον εἰς τὰς κάλπας ἀπὸ τῶν πρωϊνῶν ὡρῶν καὶ ἡ συμμετοχὴ ὑπῆρξε μεγάλη. ΕΙΣ ΤΗΝ ΑΙΓΥΠΤΟΝ ΤΑ ΑΠΟΤΕΛΕΣΜΑΤΑ ΕΝ ΔΑΜΑΣΚΩ ΜΕΤΑ ΤΗΝ ΨΗΦΟΦΟΡΙΑΝ xyxy=(1210,579,1373,755)
headline: ΤΟ ΕΛΛΕΙΜΜΑ ΤΟΥ ΑΓΓΛΙΚΟΥ ΕΜΠΟΡΙΚΟΥ ΙΣΟΖΥΓΙΟΥ xyxy=(1391,986,1540,1011)
article-body: ΗΝΩΜΕΝΑ ΕΘΝΗ, Νέα Ὑόρκη, 21. (Ἀσσ. Πρέσ).— Τὸ Συμβούλιον Ἀσφαλείας τοῦ Ὀργανισμοῦ Ἡνωμένων Ἐθνῶν ἀπεφάσισε νὰ ἀναβάλῃ τὴν συζήτησιν τῆς διαφορᾶς μεταξὺ τοῦ Σουδὰν καὶ τῆς Αἰγύπτου, κατόπιν αἰτήσεως τῶν δύο ἐνδιαφερομένων μερῶν. Ὁ ἀντιπρόσωπος τοῦ Σουδὰν ἐδήλωσεν ὅτι αἱ σουδανικαὶ ἀρχαὶ συνέλαβον 50 αἰγυπτίους στρατιώτας εἰς τὴν ἀμφισβητουμένην περιοχήν. ΧΑΡΤΟΥΜ, 21. (Ρόϋτερ).— Ἡ σουδανικὴ κυβέρνησις ἀνεκοίνωσεν ὅτι οἱ συλληφθέντες αἰγύπτιοι στρατιῶται θὰ ἀπελευθερωθοῦν μόλις ἀποσυρθοῦν αἱ αἰγυπτιακαὶ δυνάμεις. ΚΑΙΡΟΝ, 21.— Ὁ αὐτοκράτωρ τῆς Αἰθιοπίας Χαϊλὲ Σελασιὲ ἀπηύθυνεν ἔκκλησιν πρὸς τὰς δύο χώρας ὅπως ἐπιλύσουν τὴν διαφοράν των εἰρηνικῶς καὶ διὰ διαπραγματεύσεων. ΜΟΛΟΤΩΦ ΑΣΕΛΦΟΙ... ΔΙΑΤΙ ΔΙΕΚΔΙΚΕΙΤΑΙ ΤΙ ΛΕΓΕΙ Ο ΑΙΓΥΠΤΟΣ ΣΥΛΛΗΨΙΣ ΑΙΓΥΠΤΙΩΝ ΔΙΑΚΟΠΗ Η ΣΥΝΕΔΡΙΑ ΔΕΝ ΕΝΦΑΣΕΝ ΕΚΚΛΗΣΙΣ ΤΟΥ ΧΑΙ·ΛΕ ΣΕΛΑΣΙΕ ΠΡΟΣ ΑΝΑΒΟΛΗΝ ΜΕΤΑ ΤΗΝ ΕΚΚΛΗΣΙΝ xyxy=(612,184,1194,310)
headline: ΦΟΒΟΙ ΕΚΔΗΛΟΥΝΤΑΙ ΕΝ ΓΑΛΛΙΑ ΠΕΡΙ ΕΝΔΕΧΟΜΕΝΗΣ ΚΡΙΣΕΩΣ ΜΕΤΑΞΥ ΤΩΝ ΤΑΞΕΩΝ ΤΟΥ ΣΤΡΑΤΟΥ xyxy=(1215,327,1542,422)
article-body: ΚΑΡΔΙΤΣΑ, 21.— Ὁ ἀνακριτὴς διέταξε τὴν προφυλάκισιν τῶν δύο νεαρῶν οἱ ὁποῖοι κατηγοροῦνται διὰ σειρὰν ἐγκλημάτων. xyxy=(368,499,596,531)
masthead-subtitle: Αἱ ρωσσικαὶ παγίδες xyxy=(1210,68,1546,89)
headline: ΟΙ κ.κ. Α·Ι·ΖΕΝΧΑΟΥΕΡ ΚΑΙ ΤΡΟΥΜΑΝ ΘΑ ΟΜΙΛΗΣΟΥΝ ΕΙΣ ΤΗΝ ΔΙΑΣΚΕΨΙΝ ΕΠΙ ΤΟΥ ΠΡΟΓΡΑΜΜΑΤΟΣ ΑΜΟΙΒΑΙΑΣ ΑΣΦΑΛΕΙΑΣ ΤΩΝ ΗΝΩΜΕΝΩΝ ΠΟΛΙΤΕΙΩΝ xyxy=(22,528,351,602)
article-body: ΛΟΝΔΙΝΟΝ, 21.— Ὁ ὑπουργὸς τῶν Οἰκονομικῶν διέψευσε κατηγορηματικῶς τὰς φήμας περὶ ὑποτιμήσεως τῆς στερλίνας. xyxy=(368,952,596,984)
section-kicker: ΤΙ ΛΕΓΕΙ Ο ΑΙΓΥΠΤΟΣ xyxy=(1050,185,1151,197)
